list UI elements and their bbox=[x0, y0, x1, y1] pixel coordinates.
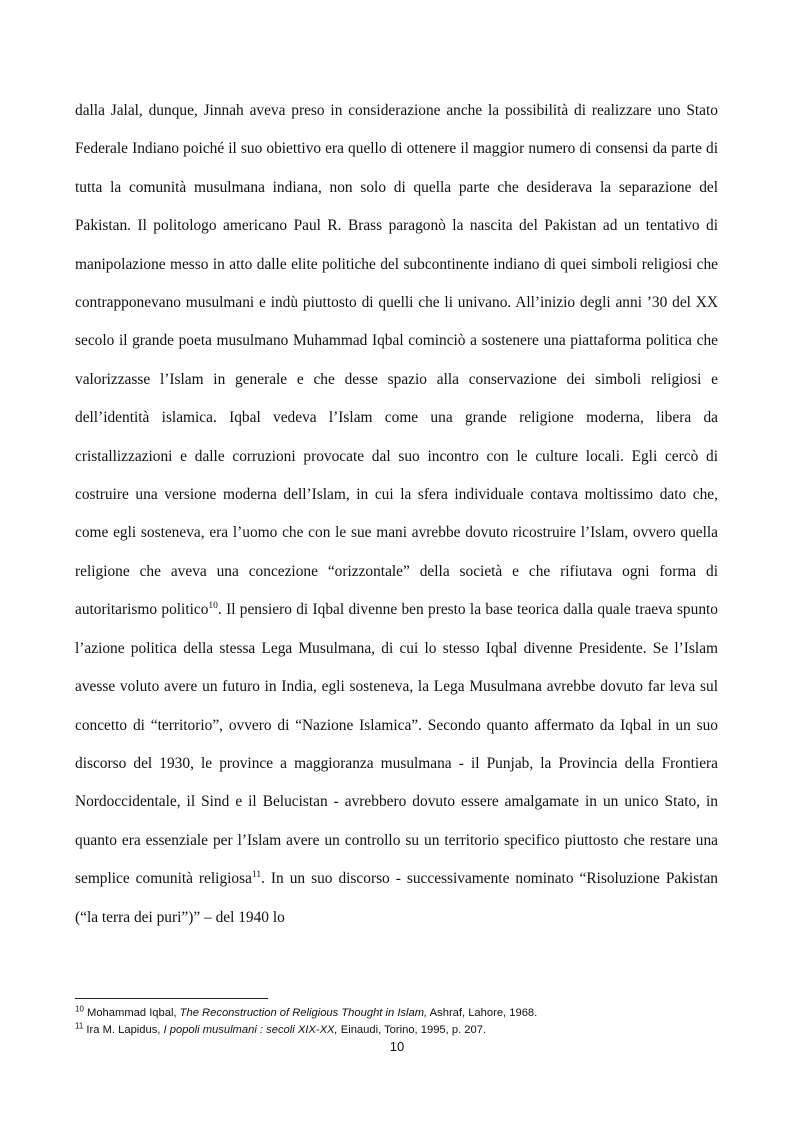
page-number: 10 bbox=[389, 1039, 405, 1054]
body-text-segment-2: . Il pensiero di Iqbal divenne ben presto la base teorica dalla quale traeva spunto l’azione politica della stessa Lega Musulmana, di cui lo stesso Iqbal divenne Presidente. Se l’Islam avesse voluto avere un futuro in India, egli sosteneva, la Lega Musulmana avrebbe dovuto far leva sul concetto di “territorio”, ovvero di “Nazione Islamica”. Secondo quanto affermato da Iqbal in un suo discorso del 1930, le province a maggioranza musulmana - il Punjab, la Provincia della Frontiera Nordoccidentale, il Sind e il Belucistan - avrebbero dovuto essere amalgamate in un unico Stato, in quanto era essenziale per l’Islam avere un controllo su un territorio specifico piuttosto che restare una semplice comunità religiosa bbox=[75, 601, 718, 888]
body-paragraph bbox=[75, 92, 718, 937]
footnote-title: The Reconstruction of Religious Thought in Islam, bbox=[179, 1007, 428, 1019]
footnote-publication: Einaudi, Torino, 1995, p. 207. bbox=[337, 1024, 487, 1036]
footnote-author: Ira M. Lapidus, bbox=[83, 1024, 164, 1036]
footnote-ref-11[interactable]: 11 bbox=[251, 870, 262, 880]
footnote-author: Mohammad Iqbal, bbox=[83, 1007, 180, 1019]
body-text-segment-1: dalla Jalal, dunque, Jinnah aveva preso in considerazione anche la possibilità di realizzare uno Stato Federale Indiano poiché il suo obiettivo era quello di ottenere il maggior numero di consensi da parte di tutta la comunità musulmana indiana, non solo di quella parte che desiderava la separazione del Pakistan. Il politologo americano Paul R. Brass paragonò la nascita del Pakistan ad un tentativo di manipolazione messo in atto dalle elite politiche del subcontinente indiano di quei simboli religiosi che contrapponevano musulmani e indù piuttosto di quelli che li univano. All’inizio degli anni ’30 del XX secolo il grande poeta musulmano Muhammad Iqbal cominciò a sostenere una piattaforma politica che valorizzasse l’Islam in generale e che desse spazio alla conservazione dei simboli religiosi e dell’identità islamica. Iqbal vedeva l’Islam come una grande religione moderna, libera da cristallizzazioni e dalle corruzioni provocate dal suo incontro con le culture locali. Egli cercò di costruire una versione moderna dell’Islam, in cui la sfera individuale contava moltissimo dato che, come egli sosteneva, era l’uomo che con le sue mani avrebbe dovuto ricostruire l’Islam, ovvero quella religione che aveva una concezione “orizzontale” della società e che rifiutava ogni forma di autoritarismo politico bbox=[75, 102, 718, 619]
footnote-number: 10 bbox=[75, 1004, 84, 1014]
footnote-publication: Ashraf, Lahore, 1968. bbox=[427, 1007, 538, 1019]
footnote-11 bbox=[75, 1022, 735, 1039]
footnote-title: I popoli musulmani : secoli XIX-XX, bbox=[163, 1024, 338, 1036]
body-text-segment-3: . In un suo discorso - successivamente nominato “Risoluzione Pakistan (“la terra dei puri”)” – del 1940 lo bbox=[75, 870, 718, 926]
footnote-ref-10[interactable]: 10 bbox=[208, 601, 218, 612]
footnote-10 bbox=[75, 1005, 735, 1022]
footnotes bbox=[75, 1005, 735, 1039]
footnote-number: 11 bbox=[75, 1021, 84, 1031]
footnote-separator bbox=[75, 998, 268, 999]
